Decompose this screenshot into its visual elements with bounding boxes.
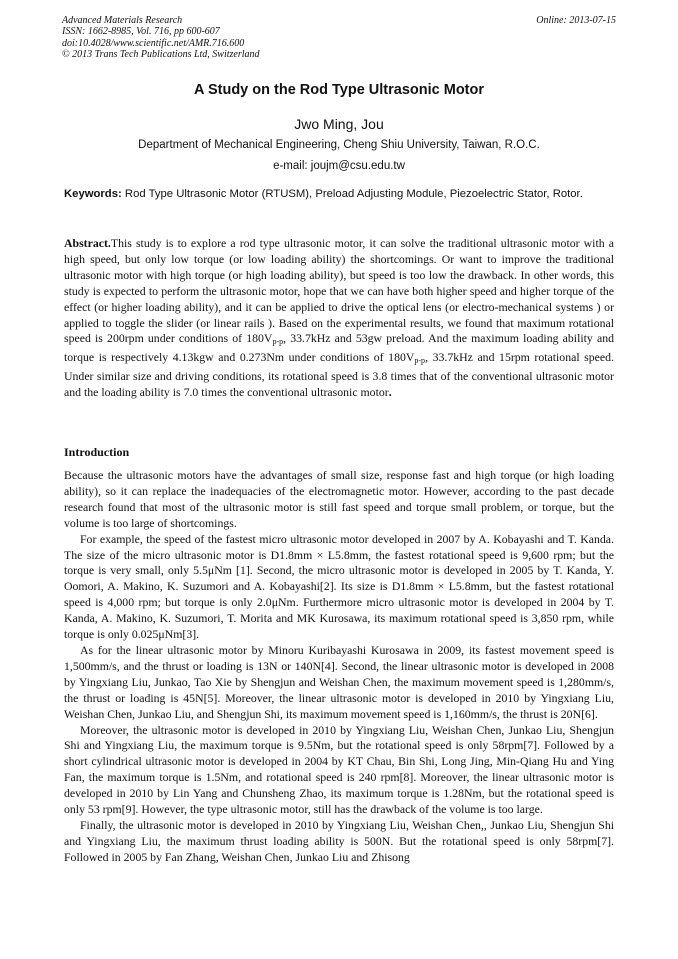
keywords-text: Rod Type Ultrasonic Motor (RTUSM), Preload Adjusting Module, Piezoelectric Stator, Rotor. — [124, 188, 583, 200]
introduction-heading: Introduction — [64, 445, 130, 459]
intro-paragraph: For example, the speed of the fastest micro ultrasonic motor developed in 2007 by A. Kobayashi and T. Kanda. The size of the micro ultrasonic motor is D1.8mm × L5.8mm, the fastest rotational speed is 9,600 rpm; but the torque is very small, only 5.5μNm [1]. Second, the micro ultrasonic motor is developed in 2005 by T. Kanda, Y. Oomori, A. Makino, K. Suzumori and A. Kobayashi[2]. Its size is D1.8mm × L5.8mm, but the fastest rotational speed is 4,000 rpm; but torque is only 2.0μNm. Furthermore micro ultrasonic motor is developed in 2004 by T. Kanda, A. Makino, K. Suzumori, T. Morita and MK Kurosawa, its maximum rotational speed is 3,850 rpm, while torque is only 0.025μNm[3]. — [64, 531, 614, 642]
abstract-block — [64, 236, 614, 401]
issn-line: ISSN: 1662-8985, Vol. 716, pp 600-607 — [62, 26, 220, 38]
journal-header — [62, 15, 616, 61]
doi-line: doi:10.4028/www.scientific.net/AMR.716.600 — [62, 37, 245, 49]
keywords-block — [64, 186, 614, 202]
intro-paragraph: Finally, the ultrasonic motor is developed in 2010 by Yingxiang Liu, Weishan Chen,, Junkao Liu, Shengjun Shi and Yingxiang Liu, the maximum thrust loading ability is 500N. But the rotational speed is only 58rpm[7]. Followed in 2005 by Fan Zhang, Weishan Chen, Junkao Liu and Zhisong — [64, 817, 614, 864]
author-email: e-mail: joujm@csu.edu.tw — [273, 160, 405, 172]
intro-paragraph: Moreover, the ultrasonic motor is developed in 2010 by Yingxiang Liu, Weishan Chen, Junkao Liu, Shengjun Shi and Yingxiang Liu, the maximum torque is 9.5Nm, but the rotational speed is only 58rpm[7]. Followed by a short cylindrical ultrasonic motor is developed in 2004 by KT Chau, Bin Shi, Long Jing, Min-Qiang Hu and Ying Fan, the maximum torque is 1.5Nm, and rotational speed is 240 rpm[8]. Moreover, the linear ultrasonic motor is developed in 2010 by Lin Yang and Chunsheng Zhao, its maximum torque is 1.28Nm, but the rotational speed is only 53 rpm[9]. However, the type ultrasonic motor, still has the drawback of the volume is too large. — [64, 722, 614, 817]
affiliation: Department of Mechanical Engineering, Cheng Shiu University, Taiwan, R.O.C. — [138, 139, 540, 151]
intro-paragraph: As for the linear ultrasonic motor by Minoru Kuribayashi Kurosawa in 2009, its fastest movement speed is 1,500mm/s, and the thrust or loading is 13N or 140N[4]. Second, the linear ultrasonic motor is developed in 2008 by Yingxiang Liu, Junkao, Tao Xie by Shengjun and Weishan Chen, the maximum movement speed is 1,280mm/s, the thrust or loading is 45N[5]. Moreover, the linear ultrasonic motor is developed in 2010 by Yingxiang Liu, Weishan Chen, Junkao Liu, and Shengjun Shi, its maximum movement speed is 1,160mm/s, the thrust is 20N[6]. — [64, 642, 614, 721]
journal-info — [62, 15, 616, 61]
abstract-subscript-1: p-p — [272, 337, 284, 347]
copyright-line: © 2013 Trans Tech Publications Ltd, Switzerland — [62, 49, 260, 61]
intro-paragraph: Because the ultrasonic motors have the advantages of small size, response fast and high torque (or high loading ability), so it can replace the inadequacies of the electromagnetic motor. However, according to the past decade research found that most of the ultrasonic motor is still fast speed and torque small problem, or torque, but the volume is too large of shortcomings. — [64, 468, 614, 530]
abstract-text-2: , 33.7kHz and 53gw preload. And the maximum loading ability and torque is respectively 4.13kgw and 0.273Nm under conditions of 180V — [64, 331, 614, 365]
abstract-text-1: This study is to explore a rod type ultrasonic motor, it can solve the traditional ultrasonic motor with a high speed, but only low torque (or low loading ability) the shortcomings. Or want to improve the traditional ultrasonic motor with high torque (or high loading ability), but speed is too low the drawback. In other words, this study is expected to perform the ultrasonic motor, hope that we can have both higher speed and higher torque of the effect (or higher loading ability), and it can be applied to drive the optical lens (or electro-mechanical systems ) or applied to toggle the slider (or linear rails ). Based on the experimental results, we found that maximum rotational speed is 200rpm under conditions of 180V — [64, 236, 614, 346]
paper-title: A Study on the Rod Type Ultrasonic Motor — [194, 82, 484, 98]
abstract-end: . — [388, 385, 392, 400]
abstract-subscript-2: p-p — [414, 356, 426, 366]
abstract-text-3: , 33.7kHz and 15rpm rotational speed. Under similar size and driving conditions, its rotational speed is 3.8 times that of the conventional ultrasonic motor and the loading ability is 7.0 times the conventional ultrasonic motor — [64, 350, 614, 400]
journal-name: Advanced Materials Research — [62, 15, 183, 26]
abstract-label: Abstract. — [64, 236, 111, 250]
online-date: Online: 2013-07-15 — [536, 15, 616, 26]
introduction-body — [64, 468, 614, 866]
author-name: Jwo Ming, Jou — [294, 116, 384, 132]
keywords-label: Keywords: — [64, 188, 122, 200]
